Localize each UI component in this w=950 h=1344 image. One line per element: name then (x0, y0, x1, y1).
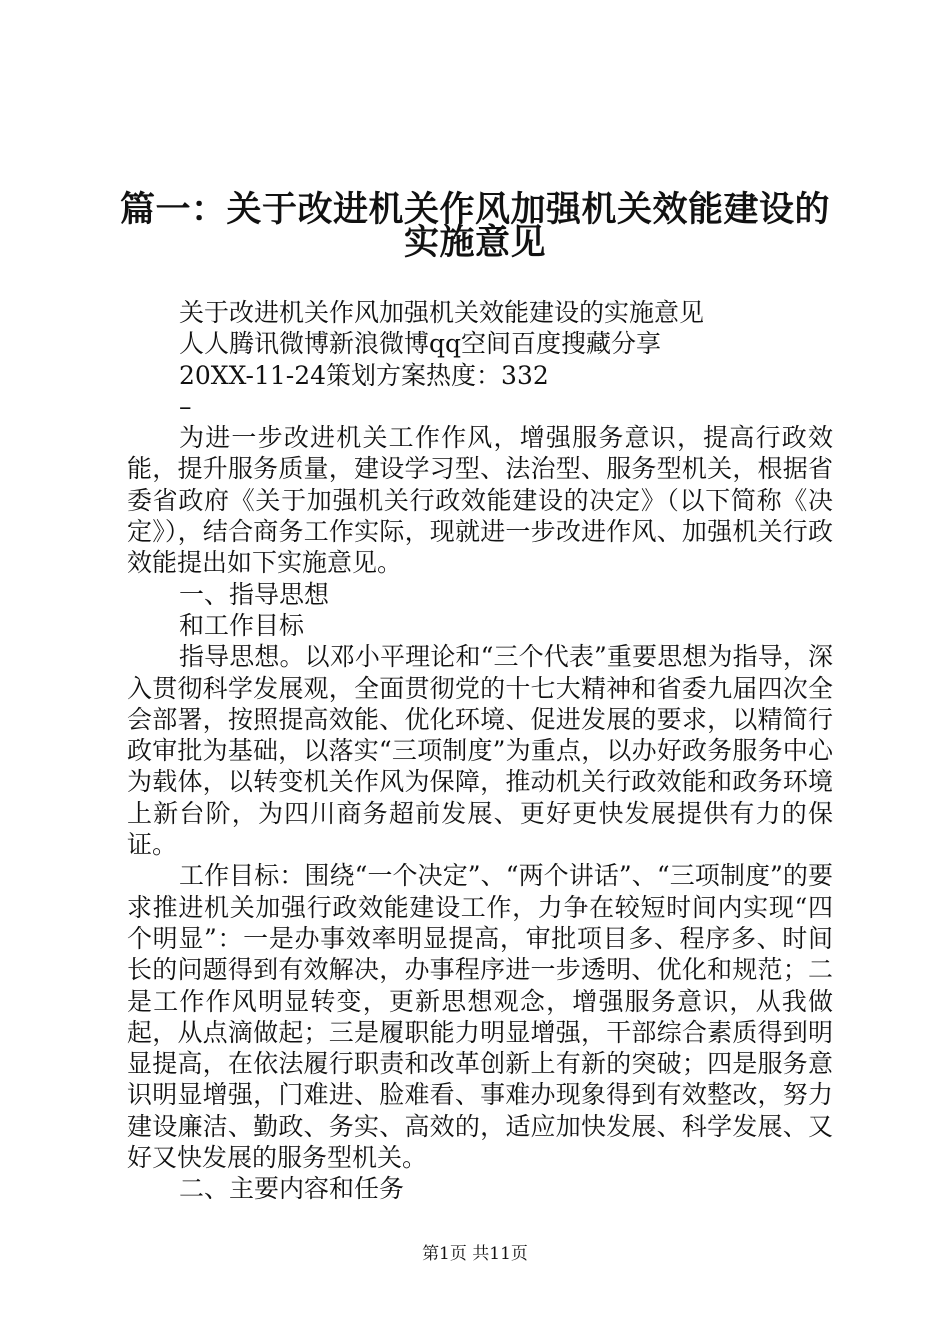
intro-paragraph: 为进一步改进机关工作作风，增强服务意识，提高行政效能，提升服务质量，建设学习型、法治型、服务型机关，根据省委省政府《关于加强机关行政效能建设的决定》（以下简称《决定》），结合商务工作实际，现就进一步改进作风、加强机关行政效能提出如下实施意见。 (127, 423, 833, 578)
section-subheading: 和工作目标 (179, 610, 305, 640)
document-body (127, 297, 833, 1205)
goals-paragraph: 工作目标：围绕“一个决定”、“两个讲话”、“三项制度”的要求推进机关加强行政效能建设工作，力争在较短时间内实现“四个明显”：一是办事效率明显提高，审批项目多、程序多、时间长的问题得到有效解决，办事程序进一步透明、优化和规范；二是工作作风明显转变，更新思想观念，增强服务意识，从我做起，从点滴做起；三是履职能力明显增强，干部综合素质得到明显提高，在依法履行职责和改革创新上有新的突破；四是服务意识明显增强，门难进、脸难看、事难办现象得到有效整改，努力建设廉洁、勤政、务实、高效的，适应加快发展、科学发展、又好又快发展的服务型机关。 (127, 861, 833, 1173)
dash-line: – (179, 391, 192, 421)
document-title-line-1: 篇一：关于改进机关作风加强机关效能建设的 (119, 190, 830, 230)
section-heading: 二、主要内容和任务 (179, 1174, 405, 1204)
date-info-line: 20XX-11-24策划方案热度：332 (179, 360, 549, 390)
guiding-paragraph: 指导思想。以邓小平理论和“三个代表”重要思想为指导，深入贯彻科学发展观，全面贯彻党的十七大精神和省委九届四次全会部署，按照提高效能、优化环境、促进发展的要求，以精简行政审批为基础，以落实“三项制度”为重点，以办好政务服务中心为载体，以转变机关作风为保障，推动机关行政效能和政务环境上新台阶，为四川商务超前发展、更好更快发展提供有力的保证。 (127, 642, 833, 860)
document-title-line-2: 实施意见 (403, 223, 546, 263)
page-footer: 第1页 共11页 (422, 1244, 528, 1264)
share-line: 人人腾讯微博新浪微博qq空间百度搜藏分享 (179, 329, 662, 359)
subtitle-line: 关于改进机关作风加强机关效能建设的实施意见 (179, 298, 705, 327)
section-heading: 一、指导思想 (179, 579, 330, 609)
